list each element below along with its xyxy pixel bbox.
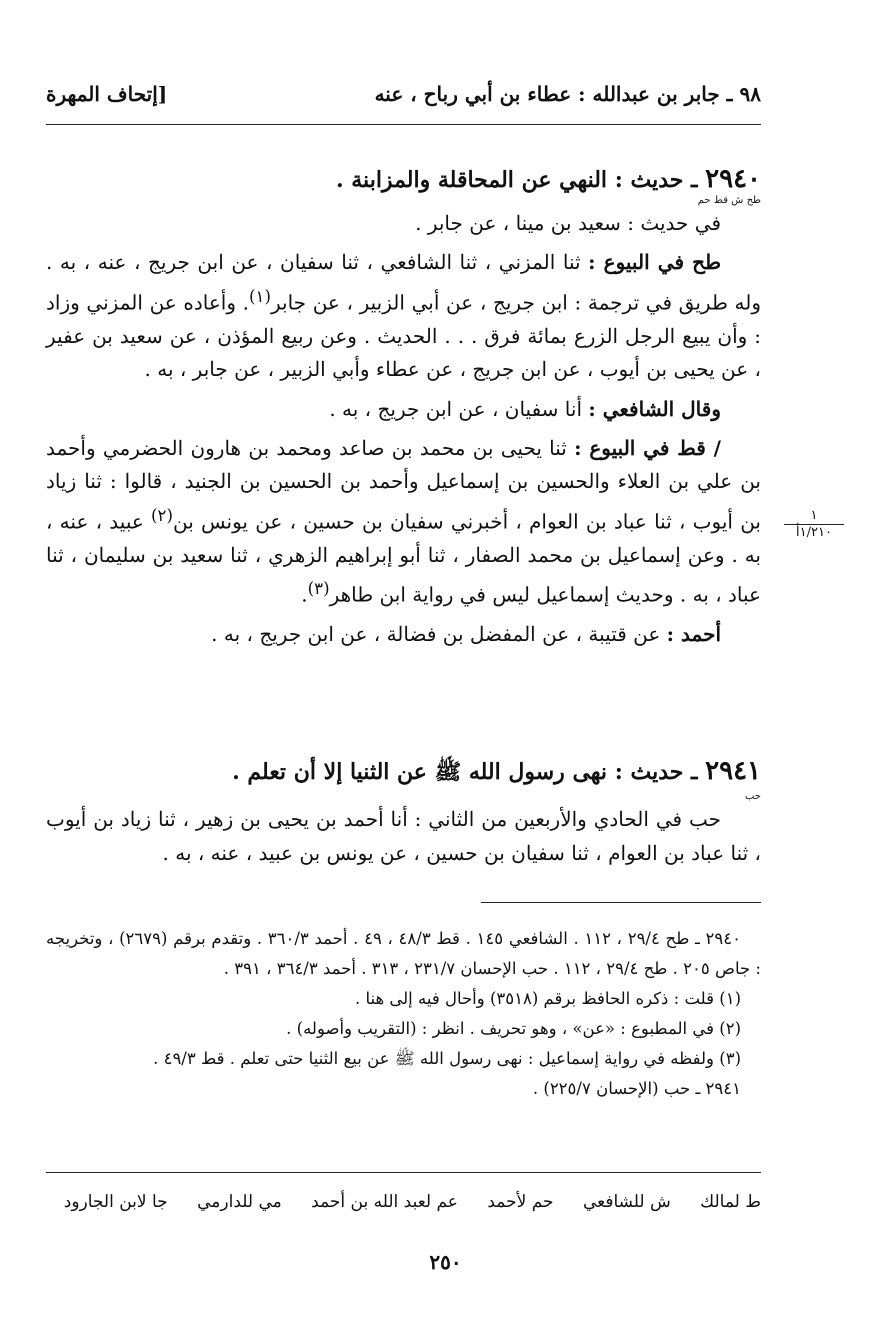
footnote-3: (٣) ولفظه في رواية إسماعيل : نهى رسول الله ﷺ عن بيع الثنيا حتى تعلم . قط ٤٩/٣ .	[153, 1049, 741, 1068]
hadith-subline: في حديث : سعيد بن مينا ، عن جابر .	[415, 211, 721, 235]
margin-folio-note	[784, 508, 844, 541]
hadith-number: ٢٩٤١	[705, 756, 761, 786]
hadith-number: ٢٩٤٠	[705, 164, 761, 194]
source-label: أحمد :	[666, 622, 721, 647]
hadith-2941	[46, 756, 761, 870]
running-header	[46, 82, 761, 122]
hadith-title: ـ حديث : نهى رسول الله ﷺ عن الثنيا إلا أن تعلم .	[232, 759, 698, 785]
paragraph-text: أنا سفيان ، عن ابن جريج ، به .	[329, 396, 589, 421]
source-label: وقال الشافعي :	[588, 396, 721, 421]
header-rule	[46, 124, 761, 125]
footnote-1: (١) قلت : ذكره الحافظ برقم (٣٥١٨) وأحال فيه إلى هنا .	[354, 989, 741, 1008]
legend-rule	[46, 1172, 761, 1173]
hadith-heading	[46, 756, 761, 790]
footnote-ref-1: (١)	[249, 286, 271, 306]
paragraph-text: عن قتيبة ، عن المفضل بن فضالة ، عن ابن جريج ، به .	[211, 622, 667, 647]
legend-item: حم لأحمد	[487, 1192, 554, 1212]
paragraph-text: عبيد ، عنه ، به . وعن إسماعيل بن محمد الصفار ، ثنا أبو إبراهيم الزهري ، ثنا سعيد بن سليمان ، ثنا عباد ، به . وحديث إسماعيل ليس في رواية ابن طاهر	[46, 509, 761, 607]
shafii-line	[46, 393, 761, 426]
header-chapter-title: ٩٨ ـ جابر بن عبدالله : عطاء بن أبي رباح ، عنه	[374, 82, 761, 106]
paragraph-end: .	[301, 582, 308, 607]
hadith-heading	[46, 164, 761, 194]
daraqutni-paragraph	[46, 432, 761, 613]
hadith-title: ـ حديث : النهي عن المحاقلة والمزابنة .	[335, 167, 698, 193]
legend-item: جا لابن الجارود	[63, 1192, 168, 1212]
source-label: طح في البيوع :	[588, 250, 721, 274]
legend-item: عم لعبد الله بن أحمد	[311, 1192, 458, 1212]
footnote-ref-2: (٢)	[151, 505, 173, 525]
ahmad-line	[46, 618, 761, 651]
paragraph-text: . وأعاده عن المزني وزاد : وأن يبيع الرجل الزرع بمائة فرق . . . الحديث . وعن ربيع المؤذن ، عن سعيد بن عفير ، عن يحيى بن أيوب ، عن ابن جريج ، عن عطاء وأبي الزبير ، عن جابر ، به .	[46, 290, 762, 382]
footnotes	[46, 924, 761, 1104]
footnote-rule	[481, 902, 761, 903]
legend-item: ش للشافعي	[582, 1192, 671, 1212]
footnote-2941: ٢٩٤١ ـ حب (الإحسان ٢٢٥/٧) .	[532, 1079, 741, 1098]
paragraph-text: ثنا يحيى بن محمد بن صاعد ومحمد بن هارون الحضرمي وأحمد بن علي بن العلاء والحسين بن إسماعيل وأحمد بن الحسين بن الجنيد ، قالوا : ثنا زياد بن أيوب ، ثنا عباد بن العوام ، أخبرني سفيان بن حسين ، عن يونس بن	[46, 435, 761, 534]
hadith-2940	[46, 164, 761, 651]
source-label: / قط في البيوع :	[574, 435, 721, 460]
footnote-2940: ٢٩٤٠ ـ طح ٢٩/٤ ، ١١٢ . الشافعي ١٤٥ . قط ٤٨/٣ ، ٤٩ . أحمد ٣٦٠/٣ . وتقدم برقم (٢٦٧٩) ، وتخريجه : جاص ٢٠٥ . طح ٢٩/٤ ، ١١٢ . حب الإحسان ٢٣١/٧ ، ٣١٣ . أحمد ٣٦٤/٣ ، ٣٩١ .	[46, 929, 761, 978]
header-book-title: [إتحاف المهرة	[46, 82, 168, 106]
margin-note-bottom: ١/٢١٠أ	[796, 525, 832, 540]
footnote-2: (٢) في المطبوع : «عن» ، وهو تحريف . انظر : (التقريب وأصوله) .	[286, 1019, 741, 1038]
paragraph-text: ثنا المزني ، ثنا الشافعي ، ثنا سفيان ، عن ابن جريج ، عنه ، به . وله طريق في ترجمة : ابن جريج ، عن أبي الزبير ، عن جابر	[46, 250, 761, 315]
legend-item: ط لمالك	[700, 1192, 761, 1212]
legend-item: مي للدارمي	[197, 1192, 282, 1212]
margin-note-top: ١	[784, 508, 844, 525]
page-number: ٢٥٠	[429, 1250, 462, 1274]
tahawi-paragraph	[46, 246, 761, 387]
hadith-sigla: حب	[744, 791, 761, 802]
ibn-hibban-paragraph: حب في الحادي والأربعين من الثاني : أنا أحمد بن يحيى بن زهير ، ثنا زياد بن أيوب ، ثنا عباد بن العوام ، ثنا سفيان بن حسين ، عن يونس بن عبيد ، عنه ، به .	[46, 807, 761, 865]
footnote-ref-3: (٣)	[307, 579, 330, 599]
sigla-legend	[46, 1192, 761, 1212]
hadith-sigla: طح ش قط حم	[697, 195, 761, 206]
